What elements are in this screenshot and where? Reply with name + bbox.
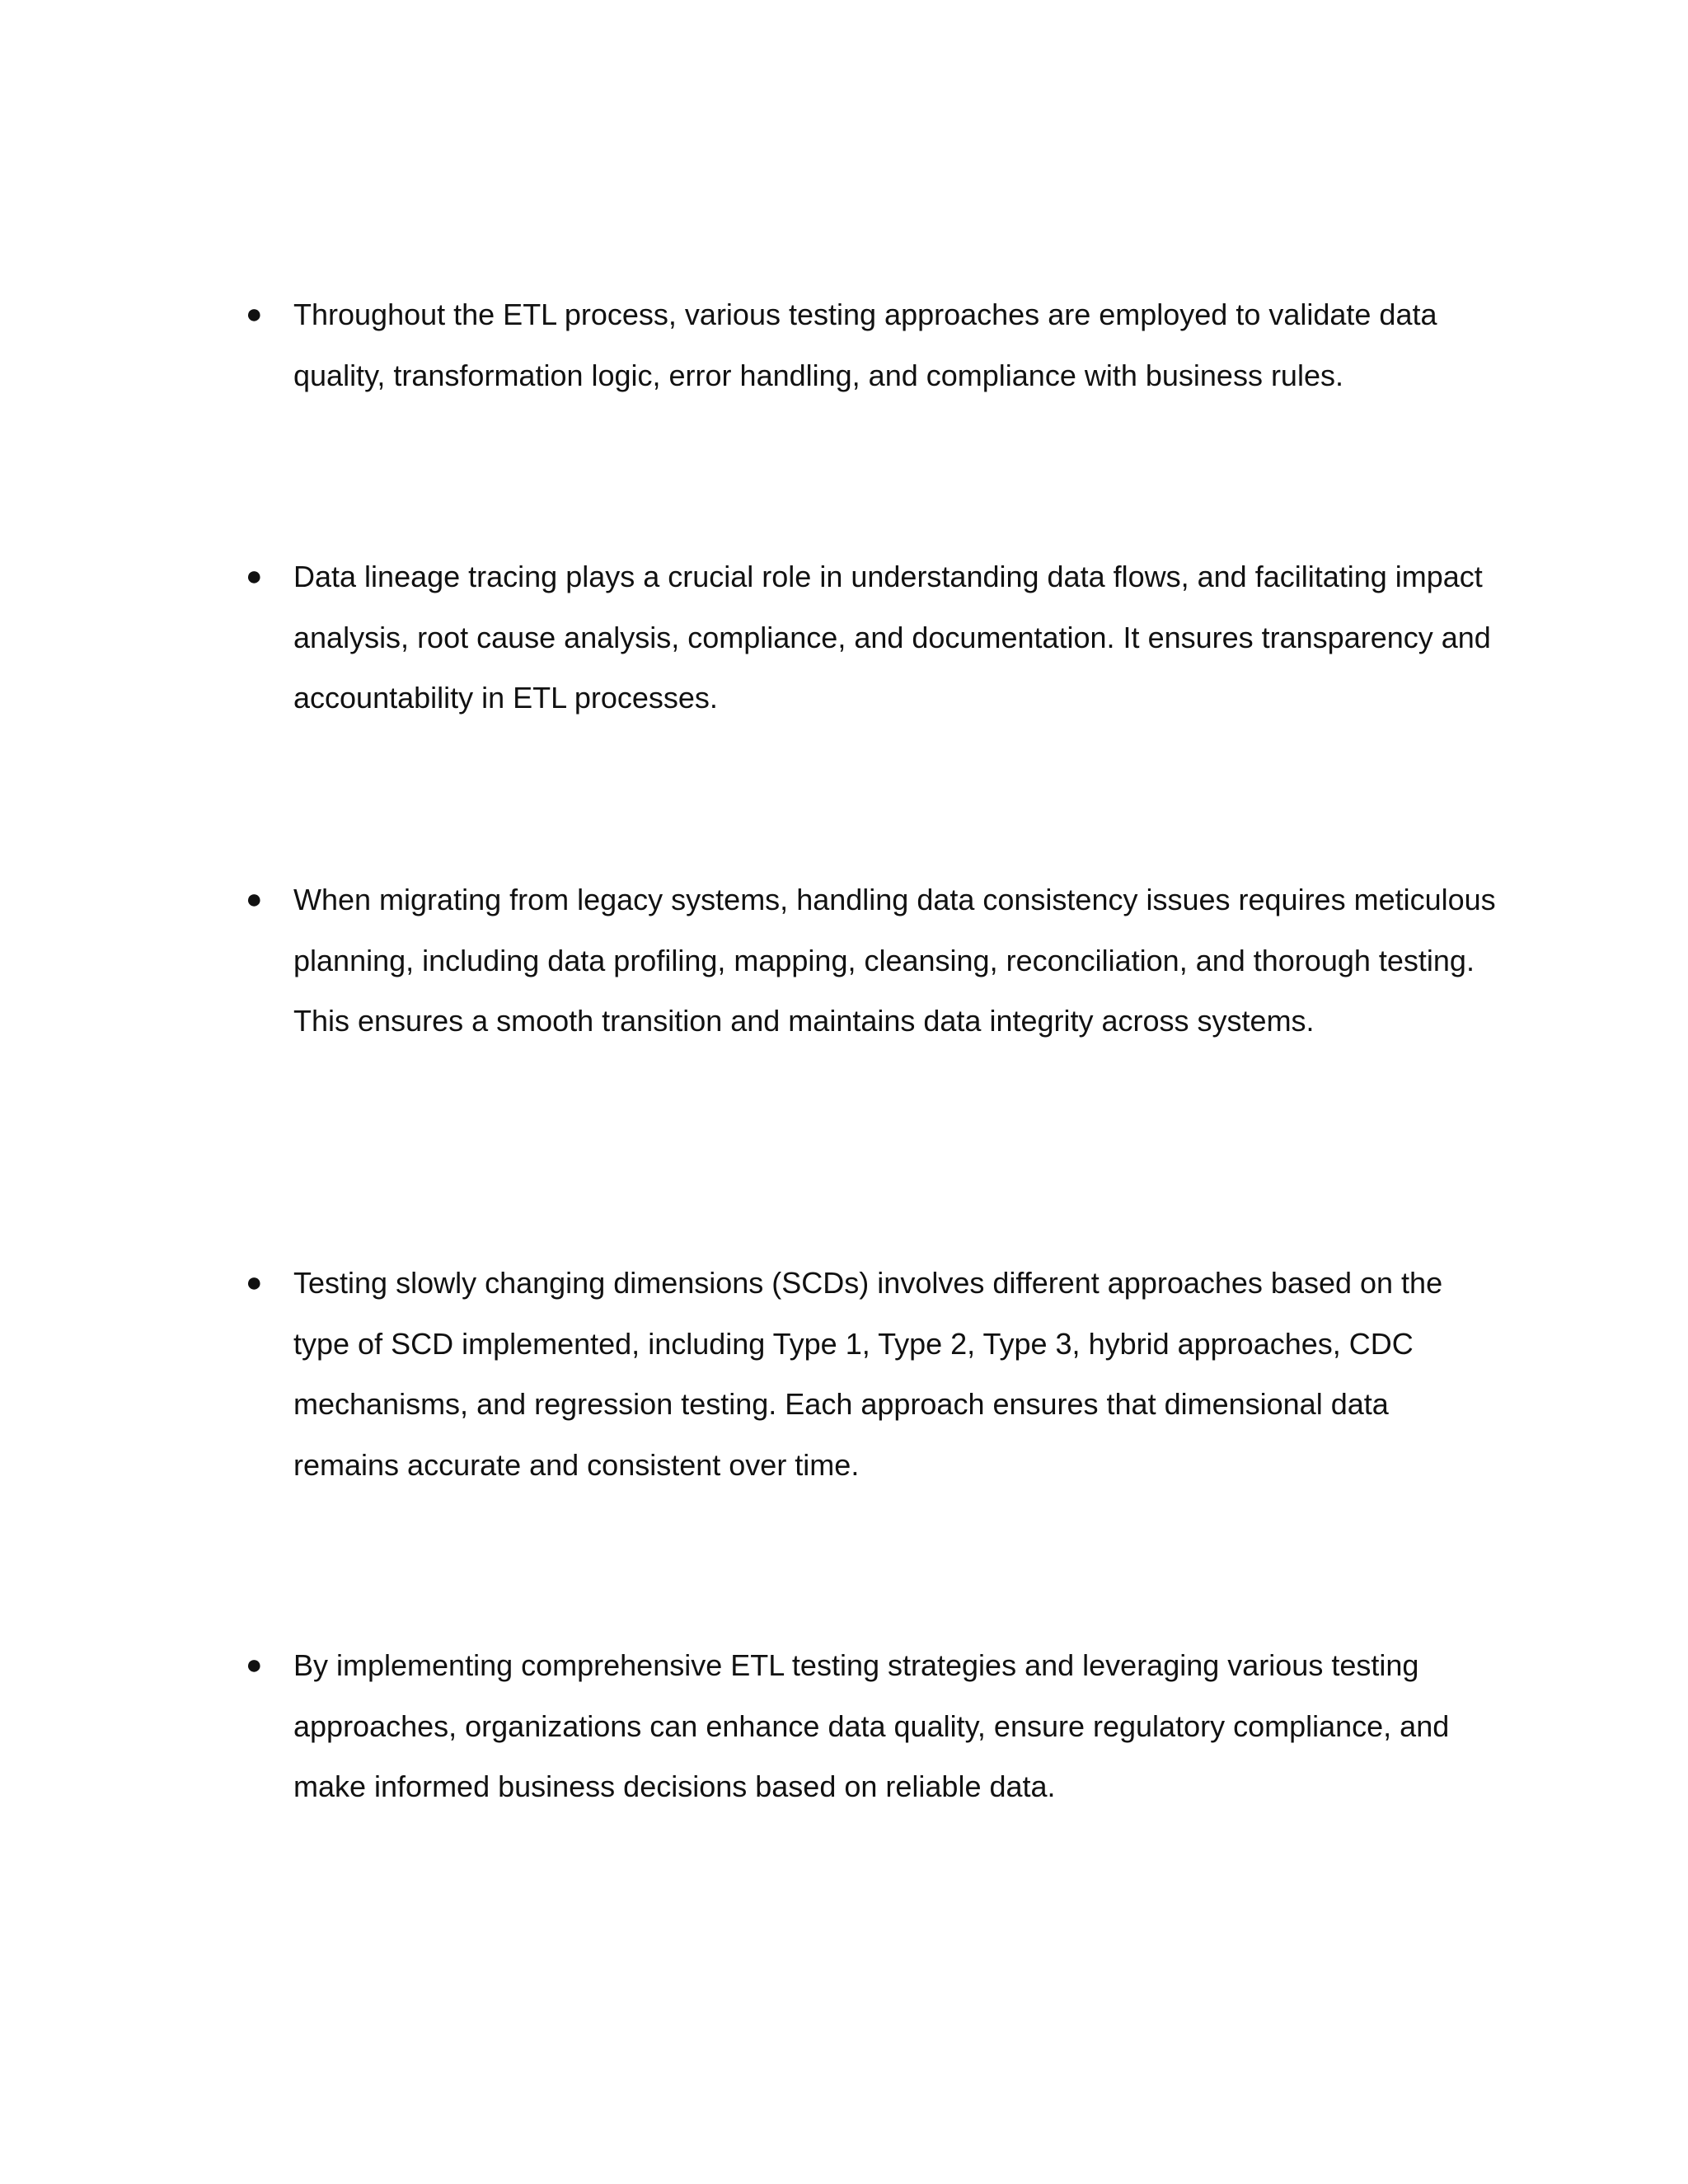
bullet-dot-icon: ● [246,1267,263,1298]
bullet-dot-icon: ● [246,883,263,915]
bullet-text: Testing slowly changing dimensions (SCDs) involves different approaches based on the type of SCD implemented, including Type 1, Type 2, Type 3, hybrid approaches, CDC mechanisms, and regression testing. Each approach ensures that dimensional data remains accurate and consistent over time. [293,1266,1443,1482]
bullet-text: Data lineage tracing plays a crucial role in understanding data flows, and facilitating impact analysis, root cause analysis, compliance, and documentation. It ensures transparency and accountability in ETL processes. [293,560,1491,715]
bullet-dot-icon: ● [246,560,263,592]
bullet-text: When migrating from legacy systems, handling data consistency issues requires meticulous planning, including data profiling, mapping, cleansing, reconciliation, and thorough testing. This ensures a smooth transition and maintains data integrity across systems. [293,883,1496,1038]
bullet-text: By implementing comprehensive ETL testing strategies and leveraging various testing approaches, organizations can enhance data quality, ensure regulatory compliance, and make informed business decisions based on reliable data. [293,1648,1450,1803]
bullet-dot-icon: ● [246,298,263,330]
bullet-dot-icon: ● [246,1649,263,1680]
bullet-text: Throughout the ETL process, various testing approaches are employed to validate data quality, transformation logic, error handling, and compliance with business rules. [293,298,1437,392]
